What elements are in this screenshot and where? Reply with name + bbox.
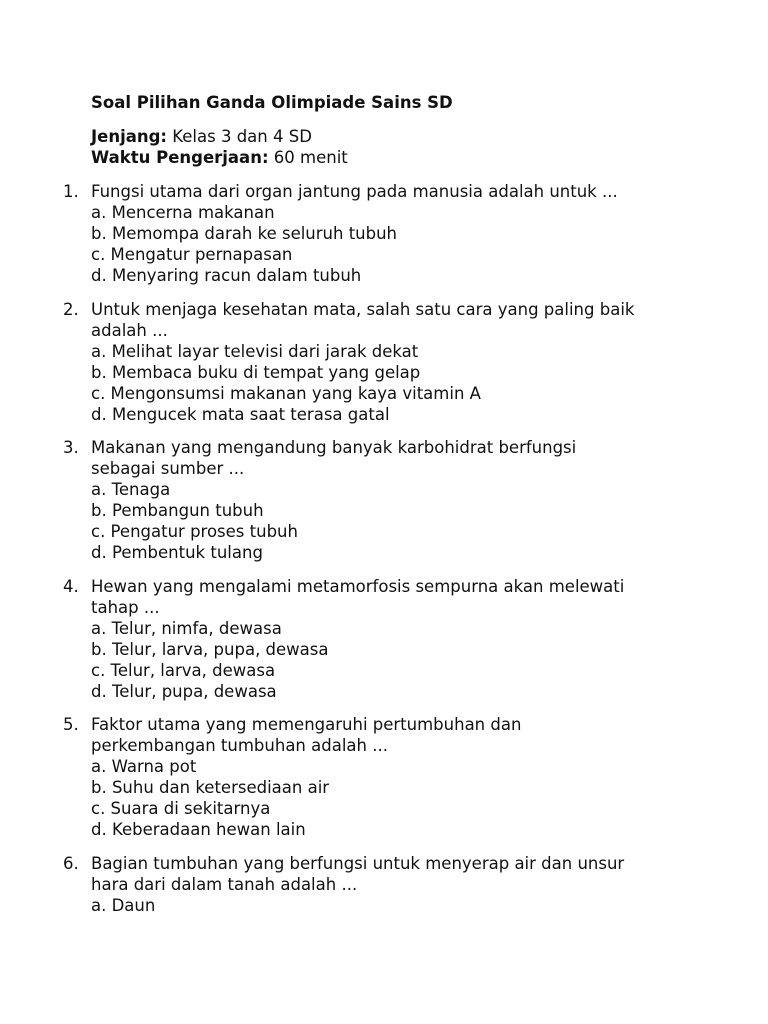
question-text [91, 437, 723, 479]
option-list [91, 895, 723, 916]
question-text-line: hara dari dalam tanah adalah ... [91, 874, 358, 894]
question-item [63, 853, 723, 916]
question-item [63, 714, 723, 840]
question-text-line: tahap ... [91, 597, 160, 617]
question-text-line: Makanan yang mengandung banyak karbohidrat berfungsi [91, 438, 577, 457]
question-text [91, 576, 723, 618]
answer-option: b. Pembangun tubuh [91, 501, 264, 520]
answer-option: a. Melihat layar televisi dari jarak dekat [91, 341, 419, 361]
answer-option: b. Suhu dan ketersediaan air [91, 778, 330, 797]
question-text-line: Untuk menjaga kesehatan mata, salah satu cara yang paling baik [91, 299, 635, 319]
option-list [91, 618, 723, 702]
option-list [91, 756, 723, 840]
answer-option: c. Mengonsumsi makanan yang kaya vitamin A [91, 383, 481, 403]
answer-option: a. Warna pot [91, 757, 197, 776]
question-text [91, 714, 723, 756]
question-number: 1. [63, 182, 79, 201]
question-text-line: Bagian tumbuhan yang berfungsi untuk menyerap air dan unsur [91, 853, 625, 873]
question-item [63, 576, 723, 702]
answer-option: a. Daun [91, 895, 156, 915]
answer-option: b. Membaca buku di tempat yang gelap [91, 362, 421, 382]
question-text [91, 299, 723, 341]
answer-option: c. Mengatur pernapasan [91, 245, 293, 264]
question-item [63, 437, 723, 563]
question-number: 6. [63, 853, 79, 873]
question-text-line: adalah ... [91, 320, 168, 340]
answer-option: d. Pembentuk tulang [91, 543, 263, 562]
answer-option: c. Pengatur proses tubuh [91, 522, 298, 541]
level-label: Jenjang: [91, 127, 168, 146]
level-value: Kelas 3 dan 4 SD [172, 127, 312, 146]
answer-option: d. Mengucek mata saat terasa gatal [91, 404, 390, 424]
answer-option: d. Telur, pupa, dewasa [91, 681, 277, 701]
question-number: 3. [63, 438, 79, 457]
answer-option: d. Keberadaan hewan lain [91, 820, 306, 839]
question-number: 5. [63, 715, 79, 734]
answer-option: b. Telur, larva, pupa, dewasa [91, 639, 329, 659]
answer-option: b. Memompa darah ke seluruh tubuh [91, 224, 398, 243]
question-text-line: perkembangan tumbuhan adalah ... [91, 736, 388, 755]
question-text [91, 853, 723, 895]
question-text-line: sebagai sumber ... [91, 459, 245, 478]
question-text-line: Faktor utama yang memengaruhi pertumbuhan dan [91, 715, 522, 734]
question-text-line: Hewan yang mengalami metamorfosis sempurna akan melewati [91, 576, 625, 596]
answer-option: c. Suara di sekitarnya [91, 799, 271, 818]
document-meta [91, 126, 348, 168]
option-list [91, 202, 723, 286]
answer-option: a. Telur, nimfa, dewasa [91, 618, 282, 638]
answer-option: a. Mencerna makanan [91, 203, 275, 222]
answer-option: c. Telur, larva, dewasa [91, 660, 276, 680]
time-value: 60 menit [273, 148, 348, 167]
question-item [63, 181, 723, 286]
answer-option: a. Tenaga [91, 480, 171, 499]
question-list [63, 181, 723, 928]
time-line [91, 147, 348, 168]
question-text-line: Fungsi utama dari organ jantung pada manusia adalah untuk ... [91, 182, 618, 201]
answer-option: d. Menyaring racun dalam tubuh [91, 266, 362, 285]
level-line [91, 126, 348, 147]
question-text [91, 181, 723, 202]
document-title: Soal Pilihan Ganda Olimpiade Sains SD [91, 93, 453, 112]
option-list [91, 479, 723, 563]
question-item [63, 299, 723, 425]
time-label: Waktu Pengerjaan: [91, 148, 269, 167]
question-number: 2. [63, 299, 79, 319]
question-number: 4. [63, 576, 79, 596]
option-list [91, 341, 723, 425]
